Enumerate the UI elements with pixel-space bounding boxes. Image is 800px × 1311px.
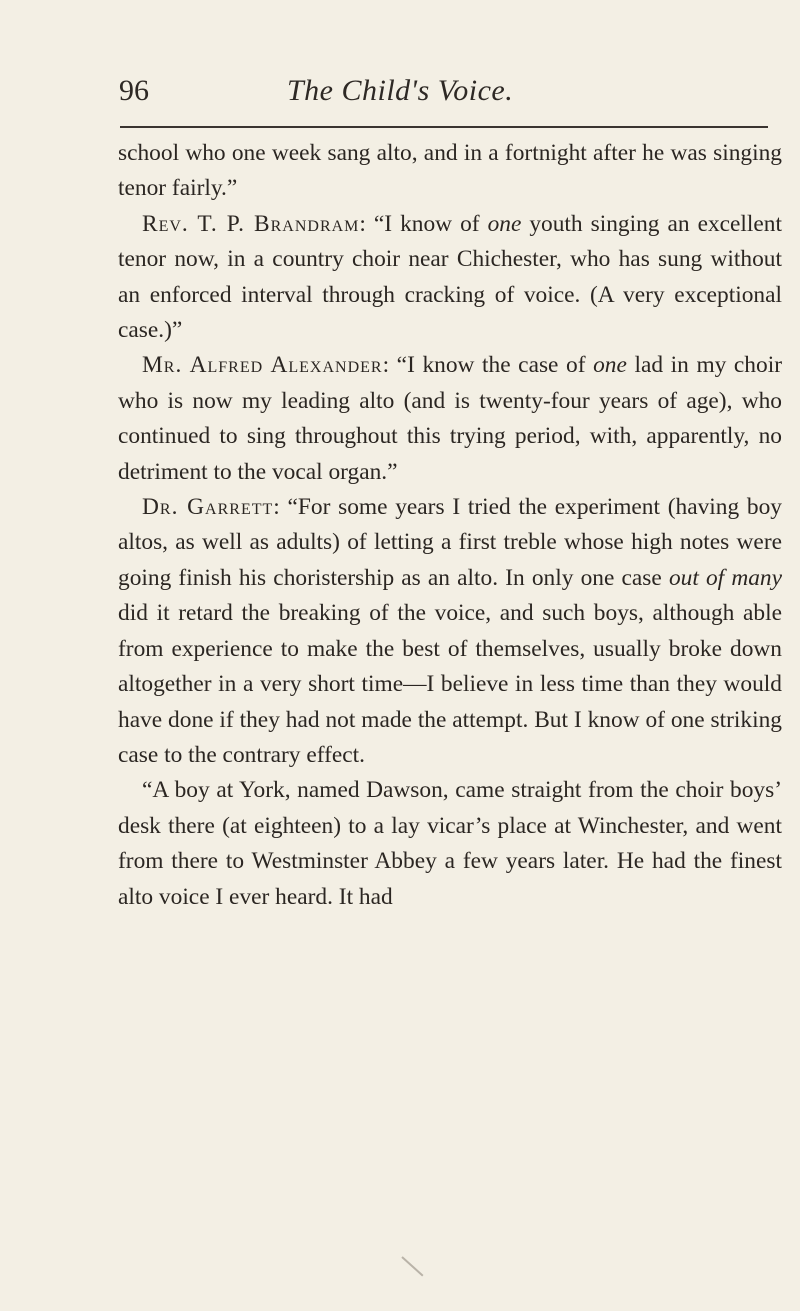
page-number: 96: [119, 74, 149, 107]
body-text: [118, 136, 782, 915]
paragraph-4-text-b: did it retard the breaking of the voice, and such boys, although able from experience to make the best of themselves, usually broke down altogether in a very short time—I believe in less time than they would have done if they had not made the attempt. But I know of one striking case to the contrary effect.: [118, 600, 782, 768]
speaker-garrett: Dr. Garrett: [142, 494, 274, 521]
header-rule: [120, 126, 768, 128]
running-title: The Child's Voice.: [287, 74, 514, 107]
speaker-alexander: Mr. Alfred Alexander: [142, 352, 383, 379]
paper-mark: [401, 1256, 423, 1276]
paragraph-1: [118, 136, 782, 207]
paragraph-4-text-a: : “For some years I tried the experiment (having boy altos, as well as adults) of letting a first treble whose high notes were going finish his choristership as an alto. In only one case: [118, 494, 782, 591]
paragraph-2-emphasis: one: [487, 210, 522, 237]
paragraph-3-text-b: lad in my choir who is now my leading alto (and is twenty-four years of age), who continued to sing throughout this trying period, with, apparently, no detriment to the vocal organ.”: [118, 352, 782, 485]
page-header: [119, 74, 769, 114]
paragraph-4-emphasis: out of many: [668, 564, 782, 591]
paragraph-4: [118, 490, 782, 773]
paragraph-2-text-a: : “I know of: [359, 210, 488, 237]
paragraph-1-text: school who one week sang alto, and in a fortnight after he was singing tenor fairly.”: [118, 140, 782, 202]
paragraph-5-text: “A boy at York, named Dawson, came straight from the choir boys’ desk there (at eighteen) to a lay vicar’s place at Winchester, and went from there to Westminster Abbey a few years later. He had the finest alto voice I ever heard. It had: [118, 777, 782, 910]
paragraph-2: [118, 207, 782, 349]
paragraph-3-emphasis: one: [593, 352, 627, 379]
paragraph-2-text-b: youth singing an excellent tenor now, in a country choir near Chichester, who has sung without an enforced interval through cracking of voice. (A very exceptional case.)”: [118, 210, 783, 344]
speaker-brandram: Rev. T. P. Brandram: [142, 210, 360, 237]
paragraph-5: [118, 773, 782, 915]
paragraph-3: [118, 348, 782, 490]
paragraph-3-text-a: : “I know the case of: [382, 352, 594, 379]
